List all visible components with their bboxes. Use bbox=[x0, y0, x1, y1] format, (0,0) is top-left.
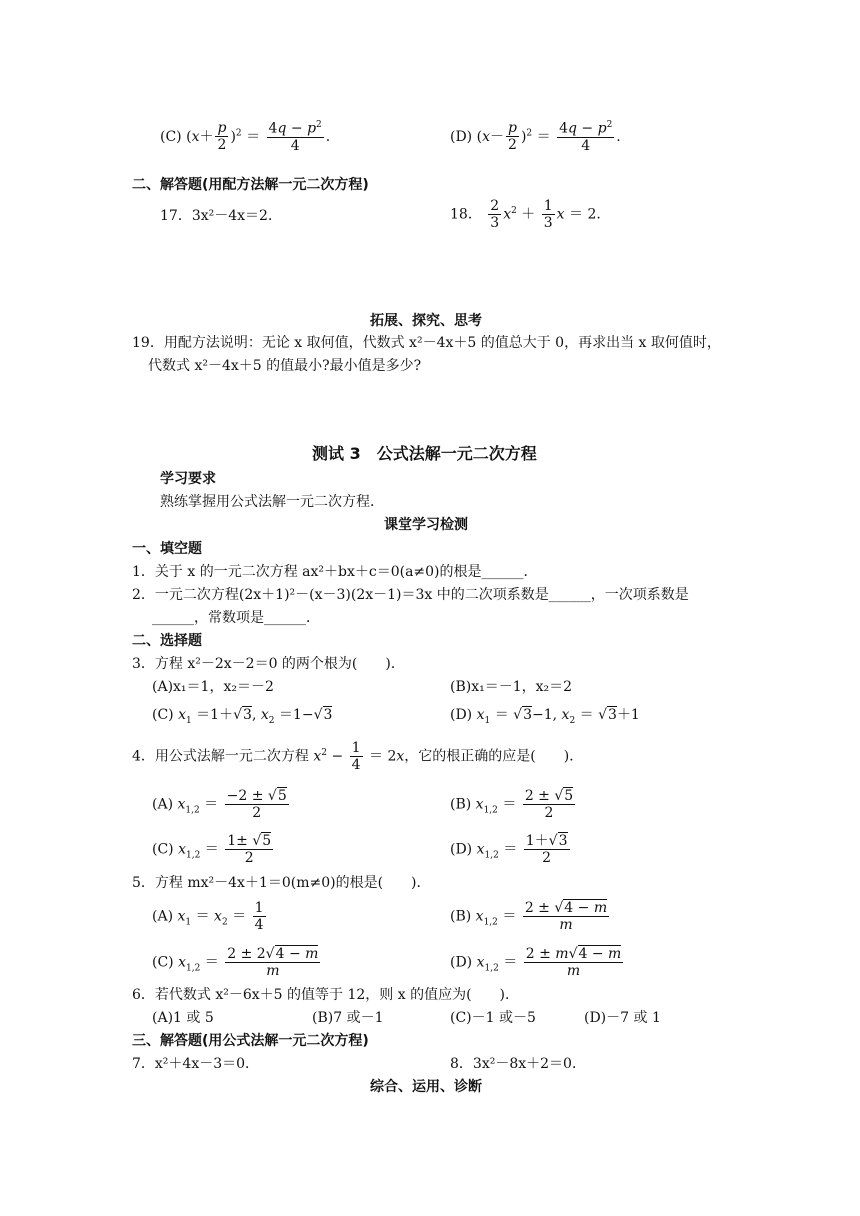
test3-title: 测试 3 公式法解一元二次方程 bbox=[312, 444, 537, 463]
q3-option-b: (B)x₁＝－1，x₂＝2 bbox=[450, 679, 573, 695]
q4-option-c: (C) $x_{1,2}$ ＝ $\frac{1\pm √5}{2}$ bbox=[152, 833, 272, 867]
question-2-line2: ______，常数项是______． bbox=[152, 610, 320, 626]
question-text: ，它的根正确的应是( )． bbox=[404, 748, 584, 765]
q5-option-b: (B) $x_{1,2}$ ＝ $\frac{2 \pm √4 - m}{m}$ bbox=[450, 900, 608, 934]
q5-option-c: (C) $x_{1,2}$ ＝ $\frac{2 \pm 2√4 - m}{m}$ bbox=[152, 946, 319, 980]
question-number: 17． bbox=[160, 208, 192, 224]
section-heading: 二、解答题(用配方法解一元二次方程) bbox=[132, 177, 369, 193]
q6-option-a: (A)1 或 5 bbox=[152, 1010, 214, 1026]
question-6: 6．若代数式 x²－6x＋5 的值等于 12，则 x 的值应为( )． bbox=[132, 987, 520, 1003]
q6-option-b: (B)7 或－1 bbox=[312, 1010, 384, 1026]
question-7: 7．x²＋4x－3＝0． bbox=[132, 1056, 260, 1072]
bottom-heading: 综合、运用、诊断 bbox=[370, 1079, 482, 1095]
class-check-heading: 课堂学习检测 bbox=[384, 517, 468, 533]
q6-option-d: (D)－7 或 1 bbox=[584, 1010, 661, 1026]
question-17 bbox=[160, 207, 282, 225]
option-label: (C) bbox=[160, 128, 182, 145]
question-4: 4．用公式法解一元二次方程 $x^2$ − $\frac{1}{4}$ ＝ 2x，它的根正确的应是( )． bbox=[132, 740, 584, 774]
question-3: 3．方程 x²－2x－2＝0 的两个根为( )． bbox=[132, 656, 405, 672]
question-8: 8．3x²－8x＋2＝0． bbox=[450, 1056, 586, 1072]
question-19-line1: 19．用配方法说明：无论 x 取何值，代数式 x²－4x＋5 的值总大于 0，再求出当 x 取何值时， bbox=[132, 335, 721, 351]
question-5: 5．方程 mx²－4x＋1＝0(m≠0)的根是( )． bbox=[132, 875, 431, 891]
fill-heading: 一、填空题 bbox=[132, 541, 202, 557]
q5-option-d: (D) $x_{1,2}$ ＝ $\frac{2 \pm m√4 - m}{m}$ bbox=[450, 946, 622, 980]
solve-heading: 三、解答题(用公式法解一元二次方程) bbox=[132, 1033, 369, 1049]
question-text: 4．用公式法解一元二次方程 bbox=[132, 748, 309, 765]
choice-heading: 二、选择题 bbox=[132, 633, 202, 649]
q3-option-d: (D) $x_1 = √3-1$, $x_2 = √3+1$ bbox=[450, 707, 640, 726]
requirements-heading: 学习要求 bbox=[160, 471, 216, 487]
option-c-formula: (C) (x＋ $\frac{p}{2}$ )$^2$ ＝ $\frac{4q - p^2}{4}$ . bbox=[160, 120, 331, 154]
q5-option-a: (A) $x_1 = x_2$ ＝ $\frac{1}{4}$ bbox=[152, 900, 264, 934]
q4-option-d: (D) $x_{1,2}$ ＝ $\frac{1+√3}{2}$ bbox=[450, 833, 568, 867]
question-text: 3x²－4x＝2． bbox=[191, 208, 282, 224]
explore-heading: 拓展、探究、思考 bbox=[370, 313, 482, 329]
question-19-line2: 代数式 x²－4x＋5 的值最小?最小值是多少? bbox=[148, 358, 422, 374]
question-2-line1: 2．一元二次方程(2x＋1)²－(x－3)(2x－1)＝3x 中的二次项系数是______，一次项系数是 bbox=[132, 587, 689, 603]
q4-option-a: (A) $x_{1,2}$ ＝ $\frac{-2 \pm √5}{2}$ bbox=[152, 788, 287, 822]
q3-option-a: (A)x₁＝1，x₂＝－2 bbox=[152, 679, 274, 695]
question-18: 18． $\frac{2}{3}$ $x^2$ ＋ $\frac{1}{3}$ x ＝ 2. bbox=[450, 198, 601, 232]
q4-option-b: (B) $x_{1,2}$ ＝ $\frac{2 \pm √5}{2}$ bbox=[450, 788, 574, 822]
q6-option-c: (C)－1 或－5 bbox=[450, 1010, 536, 1026]
q3-option-c: (C) $x_1 =1+√3$, $x_2 =1-√3$ bbox=[152, 707, 333, 726]
question-number: 18． bbox=[450, 206, 482, 223]
question-1: 1．关于 x 的一元二次方程 ax²＋bx＋c＝0(a≠0)的根是______． bbox=[132, 564, 538, 580]
requirements-text: 熟练掌握用公式法解一元二次方程． bbox=[160, 494, 384, 510]
option-d-formula: (D) (x－ $\frac{p}{2}$ )$^2$ ＝ $\frac{4q - p^2}{4}$ . bbox=[450, 120, 621, 154]
option-label: (D) bbox=[450, 128, 473, 145]
